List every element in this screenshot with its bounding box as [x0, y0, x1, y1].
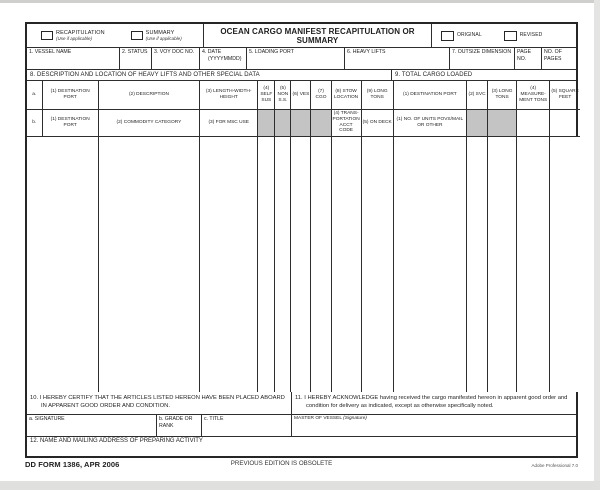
col-for-msc-use: (3) FOR MSC USE — [200, 109, 258, 136]
grid-body-cell[interactable] — [466, 136, 487, 392]
col-ves: (6) VES — [291, 81, 311, 109]
col-description: (2) DESCRIPTION — [98, 81, 199, 109]
status-label: 2. STATUS — [122, 49, 148, 55]
col-destination-port-9: (1) DESTINATION PORT — [393, 81, 466, 109]
revised-label: REVISED — [519, 32, 543, 38]
col-stow-location: (8) STOW LOCATION — [331, 81, 361, 109]
vessel-info-row — [27, 48, 576, 70]
grid-body-cell[interactable] — [98, 136, 199, 392]
preparing-activity-label: 12. NAME AND MAILING ADDRESS OF PREPARING ACTIVITY — [30, 438, 203, 444]
grid-header-row-b — [27, 109, 580, 136]
recapitulation-checkbox[interactable] — [41, 31, 53, 40]
form-footer — [25, 460, 578, 469]
voy-doc-no-label: 3. VOY DOC NO. — [154, 49, 195, 55]
grid-header-row-a — [27, 81, 580, 109]
grid-body-cell[interactable] — [200, 136, 258, 392]
summary-checkbox[interactable] — [131, 31, 143, 40]
original-checkbox[interactable] — [441, 31, 454, 41]
signature-label: a. SIGNATURE — [29, 416, 65, 422]
scan-edge-bottom — [0, 481, 600, 490]
section8-title: 8. DESCRIPTION AND LOCATION OF HEAVY LIFTS AND OTHER SPECIAL DATA — [27, 70, 392, 80]
cargo-grid — [27, 81, 580, 392]
col-measurement-tons: (4) MEASURE- MENT TONS — [517, 81, 550, 109]
grid-entry-row — [27, 136, 580, 392]
form-title: OCEAN CARGO MANIFEST RECAPITULATION OR SUMMARY — [204, 24, 432, 47]
blank-header-cell — [550, 109, 580, 136]
grid-body-cell[interactable] — [311, 136, 331, 392]
shaded-cell — [488, 109, 517, 136]
title-label: c. TITLE — [204, 416, 224, 422]
col-on-deck: (5) ON DECK — [361, 109, 393, 136]
col-self-sus: (4) SELF SUS — [258, 81, 275, 109]
grid-body-cell[interactable] — [393, 136, 466, 392]
section10-text: 10. I HEREBY CERTIFY THAT THE ARTICLES LISTED HEREON HAVE BEEN PLACED ABOARD IN APPARENT GOOD ORDER AND CONDITION. — [27, 392, 291, 415]
signature-field[interactable] — [27, 415, 157, 436]
col-commodity-category: (2) COMMODITY CATEGORY — [98, 109, 199, 136]
grid-body-cell[interactable] — [331, 136, 361, 392]
col-destination-port-a: (1) DESTINATION PORT — [42, 81, 98, 109]
shaded-cell — [311, 109, 331, 136]
vessel-name-label: 1. VESSEL NAME — [29, 49, 72, 55]
col-no-of-units: (1) NO. OF UNITS POVS/MAIL OR OTHER — [393, 109, 466, 136]
section-band — [27, 70, 576, 81]
shaded-cell — [258, 109, 275, 136]
date-format-label: (YYYYMMDD) — [208, 55, 242, 62]
heavy-lifts-field[interactable] — [345, 48, 450, 69]
col-non-ss: (5) NON S.S. — [275, 81, 291, 109]
shaded-cell — [466, 109, 487, 136]
grade-or-rank-field[interactable] — [157, 415, 202, 436]
shaded-cell — [275, 109, 291, 136]
grid-body-cell[interactable] — [517, 136, 550, 392]
col-transportation-acct-code: (4) TRANS- PORTATION ACCT CODE — [331, 109, 361, 136]
grid-body-cell[interactable] — [27, 136, 98, 392]
scan-edge-right — [594, 0, 600, 490]
section10-block — [27, 392, 292, 436]
original-option — [441, 30, 482, 41]
grid-body-cell[interactable] — [488, 136, 517, 392]
grid-body-cell[interactable] — [275, 136, 291, 392]
revised-checkbox[interactable] — [504, 31, 517, 41]
page-no-label: PAGE NO. — [517, 49, 532, 62]
summary-label: SUMMARY — [145, 29, 175, 36]
heavy-lifts-label: 6. HEAVY LIFTS — [347, 49, 386, 55]
summary-note: (Use if applicable) — [145, 36, 182, 42]
grid-body-cell[interactable] — [550, 136, 580, 392]
col-square-feet: (5) SQUARE FEET — [550, 81, 580, 109]
preparing-activity-field[interactable] — [27, 437, 576, 456]
row-b-label: b. — [27, 109, 42, 136]
grade-or-rank-label: b. GRADE OR RANK — [159, 416, 193, 429]
outsize-dimension-label: 7. OUTSIZE DIMENSION — [452, 49, 512, 55]
software-note: Adobe Professional 7.0 — [531, 463, 578, 468]
original-revised-cell — [432, 24, 576, 47]
row-a-label: a. — [27, 81, 42, 109]
no-of-pages-field[interactable] — [542, 48, 576, 69]
scan-edge-top — [0, 0, 600, 3]
dd-form-1386 — [25, 22, 578, 458]
section11-block — [292, 392, 576, 436]
recapitulation-note: (Use if applicable) — [56, 36, 93, 42]
voy-doc-no-field[interactable] — [152, 48, 200, 69]
outsize-dimension-field[interactable] — [450, 48, 515, 69]
col-cgo: (7) CGO — [311, 81, 331, 109]
col-long-tons-8: (9) LONG TONS — [361, 81, 393, 109]
original-label: ORIGINAL — [457, 32, 482, 38]
recapitulation-option — [41, 30, 105, 42]
col-long-tons-9: (3) LONG TONS — [488, 81, 517, 109]
master-of-vessel-label: MASTER OF VESSEL — [294, 416, 342, 421]
recapitulation-label: RECAPITULATION — [56, 29, 105, 36]
no-of-pages-label: NO. OF PAGES — [544, 49, 562, 62]
col-length-width-height: (3) LENGTH-WIDTH- HEIGHT — [200, 81, 258, 109]
loading-port-label: 5. LOADING PORT — [249, 49, 294, 55]
edition-note: PREVIOUS EDITION IS OBSOLETE — [230, 460, 333, 467]
col-destination-port-b: (1) DESTINATION PORT — [42, 109, 98, 136]
certification-section — [27, 392, 576, 437]
status-field[interactable] — [120, 48, 152, 69]
master-signature-note: (Signature) — [343, 416, 367, 421]
grid-body-cell[interactable] — [258, 136, 275, 392]
form-number: DD FORM 1386, APR 2006 — [25, 460, 120, 469]
form-title-row — [27, 24, 576, 48]
shaded-cell — [291, 109, 311, 136]
recap-summary-cell — [27, 24, 204, 47]
col-svc: (2) SVC — [466, 81, 487, 109]
master-of-vessel-field[interactable] — [292, 415, 576, 436]
blank-header-cell — [517, 109, 550, 136]
title-field[interactable] — [202, 415, 291, 436]
grid-body-cell[interactable] — [361, 136, 393, 392]
vessel-name-field[interactable] — [27, 48, 120, 69]
section9-title: 9. TOTAL CARGO LOADED — [395, 72, 473, 78]
section10-signature-row — [27, 415, 291, 436]
page-no-field[interactable] — [515, 48, 542, 69]
date-label: 4. DATE — [202, 49, 222, 55]
summary-option — [131, 30, 182, 42]
loading-port-field[interactable] — [247, 48, 345, 69]
grid-body-cell[interactable] — [291, 136, 311, 392]
date-field[interactable] — [200, 48, 247, 69]
section11-text: 11. I HEREBY ACKNOWLEDGE having received the cargo manifested hereon in apparent good order and condition for delivery as indicated, except as otherwise specifically noted. — [292, 392, 576, 415]
revised-option — [504, 30, 543, 41]
